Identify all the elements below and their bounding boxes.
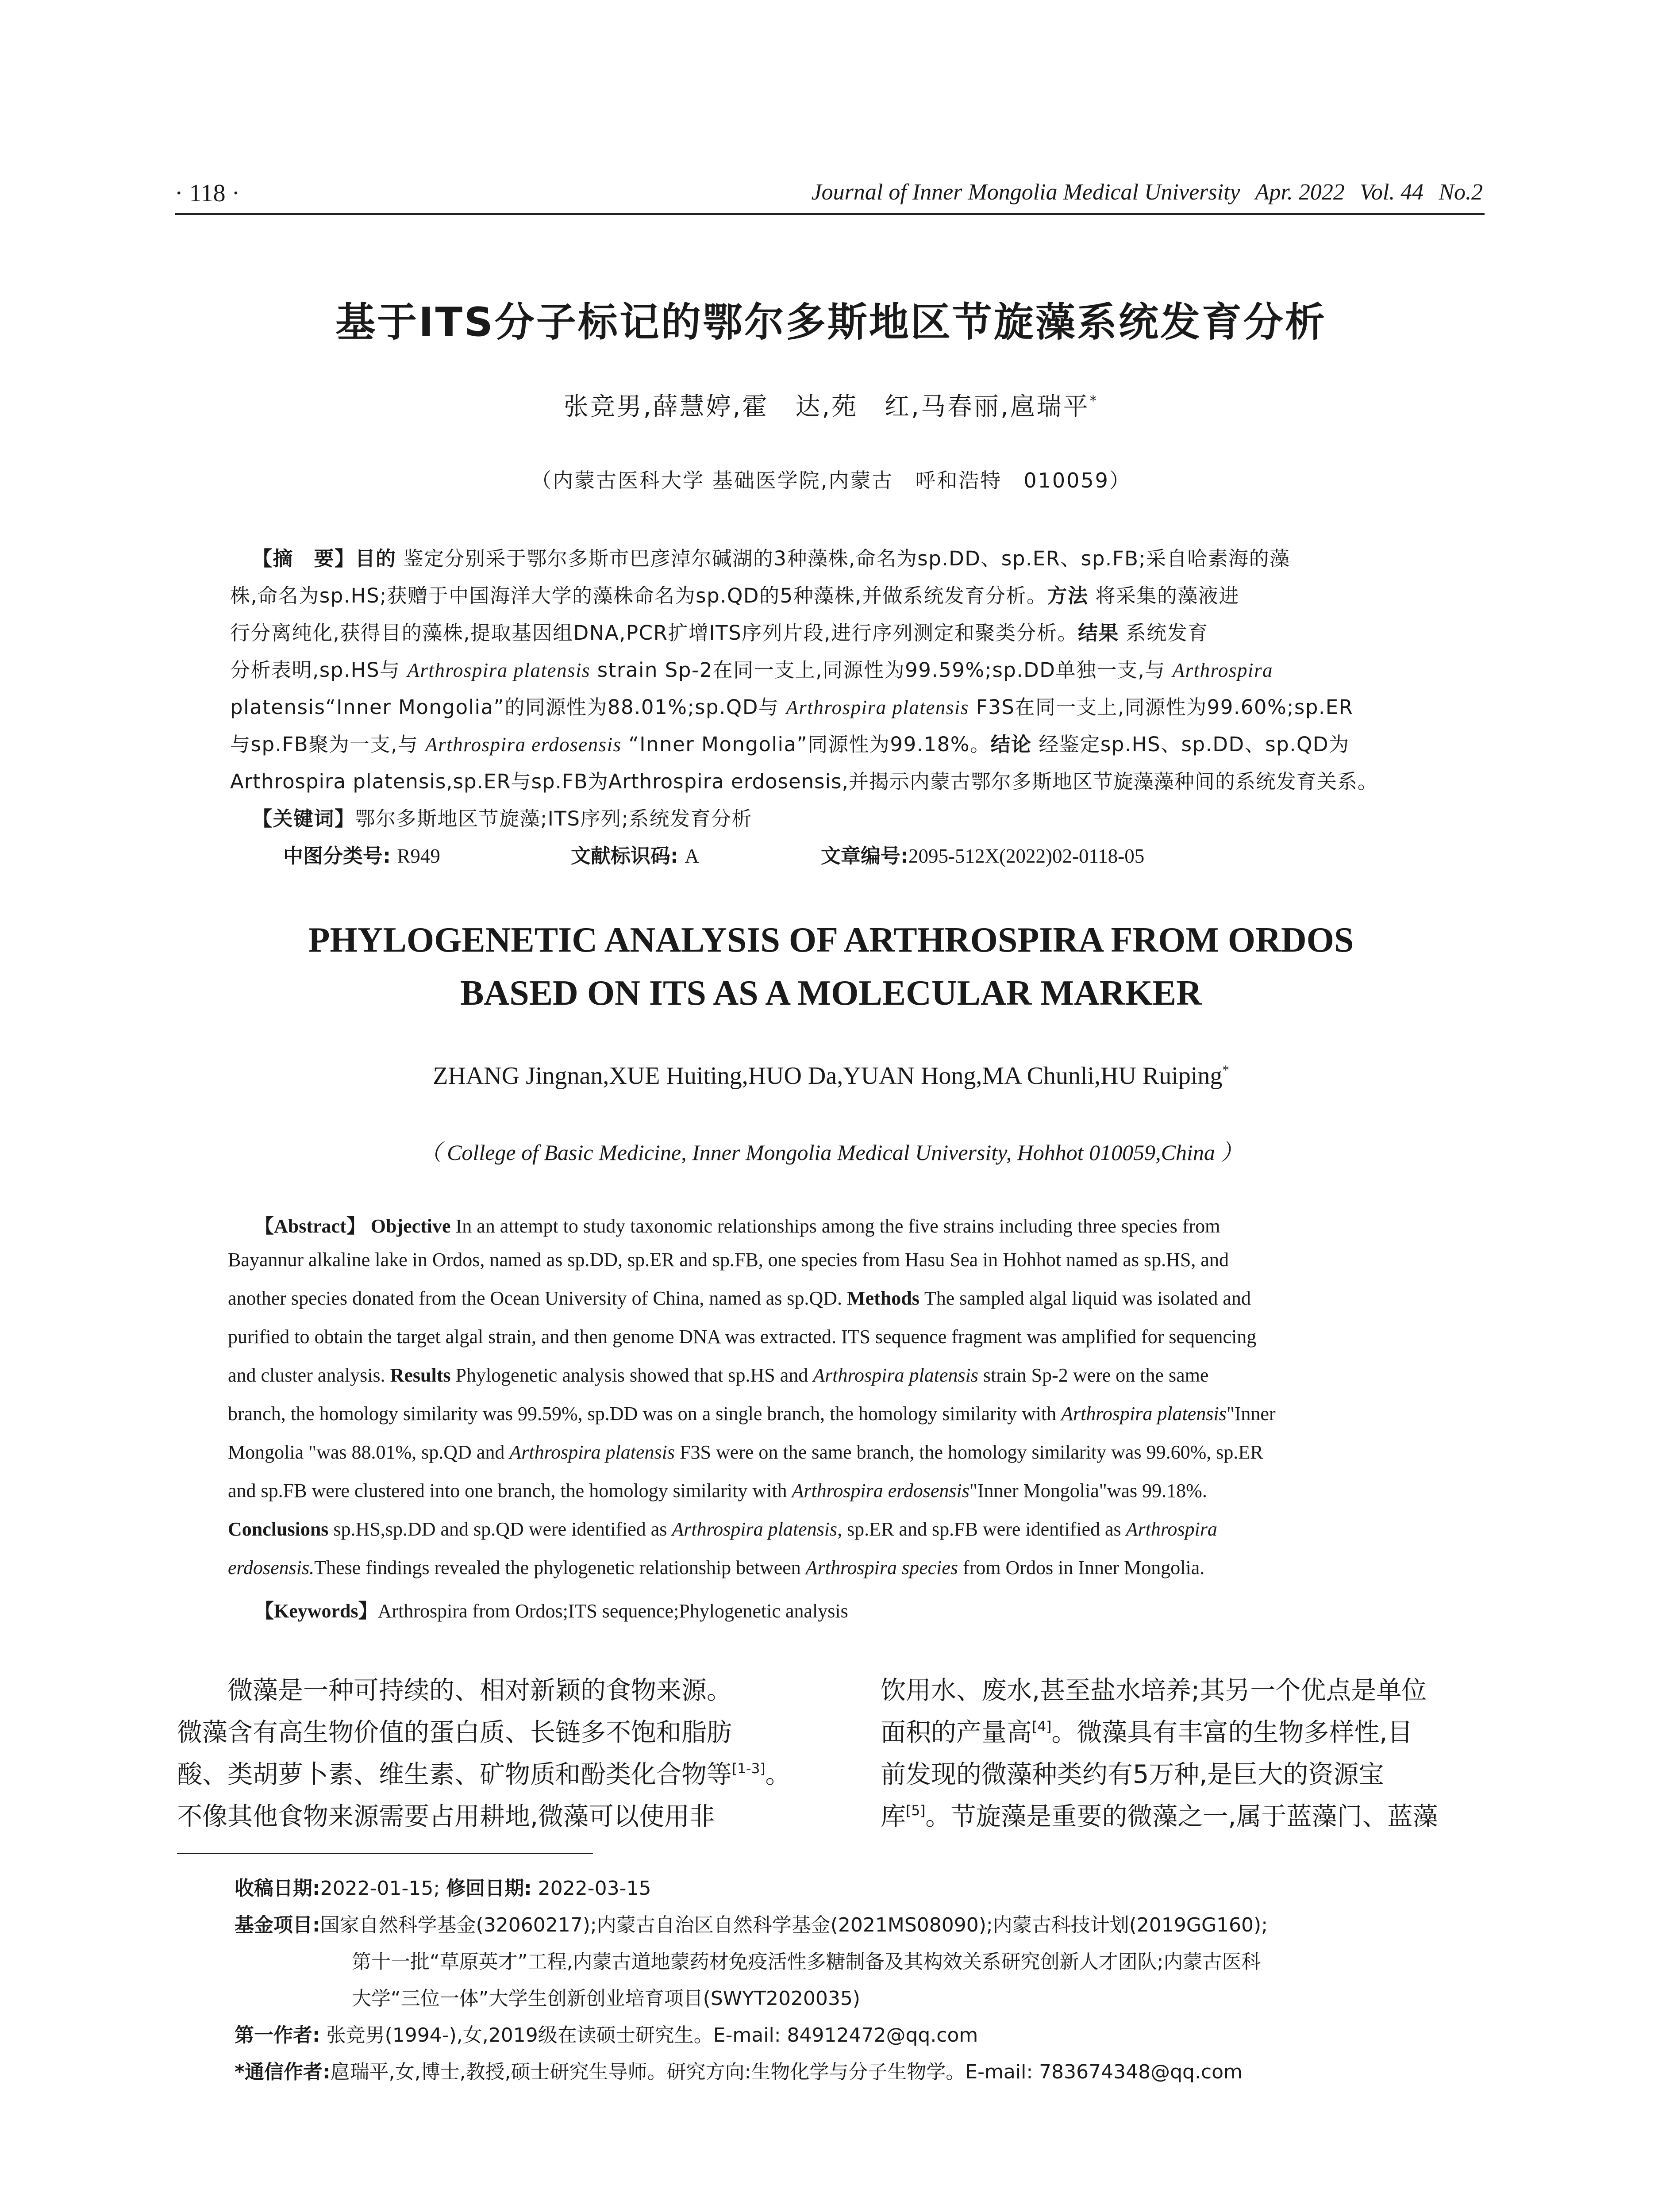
abstract-cn-text: 分析表明,sp.HS与 — [230, 658, 400, 682]
species-name: erdosensis. — [228, 1557, 315, 1578]
keywords-cn-text: 鄂尔多斯地区节旋藻;ITS序列;系统发育分析 — [355, 807, 753, 830]
article-number-value: 2095-512X(2022)02-0118-05 — [908, 845, 1145, 867]
page-number: · 118 · — [175, 180, 240, 207]
abstract-en-text: , sp.ER and sp.FB were identified as — [837, 1518, 1121, 1540]
abstract-cn-text: platensis“Inner Mongolia”的同源性为88.01%;sp.QD与 — [230, 695, 779, 719]
species-name: Arthrospira platensis — [1061, 1403, 1227, 1425]
abstract-en-line — [228, 1556, 1204, 1579]
abstract-cn-text: strain Sp-2在同一支上,同源性为99.59%;sp.DD单独一支,与 — [597, 658, 1166, 682]
results-label-cn: 结果 — [1077, 621, 1119, 645]
abstract-cn-text: 经鉴定sp.HS、sp.DD、sp.QD为 — [1039, 733, 1350, 756]
abstract-en-text: and sp.FB were clustered into one branch, the homology similarity with — [228, 1480, 787, 1502]
abstract-cn-line — [230, 765, 1378, 794]
abstract-en-text: strain Sp-2 were on the same — [983, 1364, 1209, 1386]
body-line — [881, 1712, 1413, 1748]
species-name: Arthrospira platensis — [672, 1518, 838, 1540]
body-line — [881, 1796, 1438, 1832]
keywords-cn — [252, 803, 752, 831]
authors-en — [0, 1062, 1662, 1090]
fund-line — [235, 1909, 1268, 1937]
abstract-cn-line — [230, 728, 1350, 757]
citation-ref: [1-3] — [732, 1761, 766, 1777]
abstract-en-label: 【Abstract】 — [254, 1215, 366, 1237]
abstract-en-text: F3S were on the same branch, the homology similarity was 99.60%, sp.ER — [680, 1441, 1263, 1463]
abstract-en-text: "Inner — [1226, 1403, 1276, 1425]
body-text: 面积的产量高 — [881, 1718, 1032, 1747]
abstract-cn-text: “Inner Mongolia”同源性为99.18%。 — [628, 733, 991, 756]
species-name: Arthrospira platensis — [509, 1441, 675, 1463]
species-name: Arthrospira platensis — [407, 659, 590, 681]
conclusion-label-cn: 结论 — [990, 733, 1032, 756]
species-name: Arthrospira platensis — [786, 696, 969, 718]
fund-line: 大学“三位一体”大学生创新创业培育项目(SWYT2020035) — [352, 1987, 861, 2010]
article-number-label: 文章编号: — [821, 844, 908, 868]
methods-label-en: Methods — [847, 1287, 919, 1309]
body-text: 。微藻具有丰富的生物多样性,目 — [1051, 1718, 1413, 1747]
affiliation-cn: （内蒙古医科大学 基础医学院,内蒙古 呼和浩特 010059） — [531, 469, 1131, 492]
species-name: Arthrospira platensis — [813, 1364, 978, 1386]
body-line: 微藻含有高生物价值的蛋白质、长链多不饱和脂肪 — [177, 1718, 732, 1747]
volume: Vol. 44 — [1359, 180, 1424, 205]
body-line: 微藻是一种可持续的、相对新颖的食物来源。 — [177, 1676, 732, 1705]
keywords-en — [254, 1595, 848, 1623]
body-line: 饮用水、废水,甚至盐水培养;其另一个优点是单位 — [881, 1676, 1427, 1705]
authors-cn — [0, 387, 1662, 422]
abstract-cn-text: 株,命名为sp.HS;获赠于中国海洋大学的藻株命名为sp.QD的5种藻株,并做系统发育分析。 — [230, 584, 1047, 607]
authors-cn-text: 张竞男,薛慧婷,霍 达,苑 红,马春丽,扈瑞平 — [563, 392, 1090, 421]
body-line — [177, 1754, 791, 1790]
objective-label-cn: 目的 — [355, 547, 396, 570]
clc-label: 中图分类号: — [283, 844, 391, 868]
classification-row — [571, 840, 699, 868]
abstract-en-text: Phylogenetic analysis showed that sp.HS and — [455, 1364, 808, 1386]
abstract-cn-line — [230, 617, 1208, 645]
clc-value: R949 — [397, 845, 440, 867]
abstract-en-line — [228, 1325, 1256, 1348]
fund-line: 第十一批“草原英才”工程,内蒙古道地蒙药材免疫活性多糖制备及其构效关系研究创新人才团队;内蒙古医科 — [352, 1951, 1261, 1973]
body-text: 库 — [881, 1802, 906, 1831]
abstract-en-line — [254, 1210, 1220, 1238]
body-line: 不像其他食物来源需要占用耕地,微藻可以使用非 — [177, 1802, 715, 1831]
revised-value: 2022-03-15 — [538, 1877, 651, 1900]
corresponding-author-label: *通信作者: — [235, 2061, 331, 2083]
abstract-en-text: sp.HS,sp.DD and sp.QD were identified as — [333, 1518, 667, 1540]
abstract-cn-text: F3S在同一支上,同源性为99.60%;sp.ER — [976, 695, 1354, 719]
fund-text: 国家自然科学基金(32060217);内蒙古自治区自然科学基金(2021MS08090);内蒙古科技计划(2019GG160); — [320, 1914, 1268, 1936]
corresponding-author-text: 扈瑞平,女,博士,教授,硕士研究生导师。研究方向:生物化学与分子生物学。E-mail: 783674348@qq.com — [330, 2061, 1243, 2083]
received-date — [235, 1872, 651, 1901]
body-text: 。节旋藻是重要的微藻之一,属于蓝藻门、蓝藻 — [925, 1802, 1438, 1831]
body-line: 前发现的微藻种类约有5万种,是巨大的资源宝 — [881, 1760, 1384, 1789]
classification-row — [821, 840, 1144, 868]
affiliation-en: （ College of Basic Medicine, Inner Mongolia Medical University, Hohhot 010059,China ） — [419, 1140, 1243, 1165]
abstract-en-line — [228, 1441, 1263, 1463]
abstract-cn-text: 与sp.FB聚为一支,与 — [230, 733, 419, 756]
abstract-en-text: These findings revealed the phylogenetic relationship between — [314, 1557, 801, 1578]
abstract-en-text: Bayannur alkaline lake in Ordos, named as sp.DD, sp.ER and sp.FB, one species from Hasu Sea in Hohhot named as sp.HS, and — [228, 1249, 1229, 1271]
corresponding-mark: * — [1222, 1062, 1229, 1078]
species-name: Arthrospira erdosensis — [425, 733, 622, 756]
citation-ref: [4] — [1032, 1719, 1052, 1735]
abstract-en-text: Mongolia "was 88.01%, sp.QD and — [228, 1441, 505, 1463]
abstract-en-line — [228, 1402, 1276, 1425]
abstract-en-text: "Inner Mongolia"was 99.18%. — [969, 1480, 1207, 1502]
species-name: Arthrospira erdosensis — [792, 1480, 970, 1502]
revised-label: 修回日期: — [446, 1877, 532, 1900]
abstract-cn-text: 将采集的藻液进 — [1095, 584, 1239, 607]
abstract-en-text: and cluster analysis. — [228, 1364, 385, 1386]
abstract-en-line — [228, 1287, 1251, 1310]
abstract-cn-text: 鉴定分别采于鄂尔多斯市巴彦淖尔碱湖的3种藻株,命名为sp.DD、sp.ER、sp.FB;采自哈素海的藻 — [403, 547, 1290, 570]
objective-label-en: Objective — [370, 1215, 451, 1237]
results-label-en: Results — [390, 1364, 451, 1386]
doc-code-value: A — [685, 845, 699, 867]
conclusions-label-en: Conclusions — [228, 1518, 329, 1540]
species-name: Arthrospira — [1172, 659, 1273, 681]
title-cn: 基于ITS分子标记的鄂尔多斯地区节旋藻系统发育分析 — [335, 299, 1327, 346]
abstract-en-line — [228, 1518, 1217, 1540]
abstract-cn-text: Arthrospira platensis,sp.ER与sp.FB为Arthrospira erdosensis,并揭示内蒙古鄂尔多斯地区节旋藻藻种间的系统发育关系。 — [230, 770, 1378, 793]
received-label: 收稿日期: — [235, 1877, 320, 1900]
abstract-cn-line — [230, 654, 1273, 683]
authors-en-text: ZHANG Jingnan,XUE Huiting,HUO Da,YUAN Hong,MA Chunli,HU Ruiping — [433, 1062, 1223, 1090]
abstract-cn-text: 行分离纯化,获得目的藻株,提取基因组DNA,PCR扩增ITS序列片段,进行序列测定和聚类分析。 — [230, 621, 1078, 645]
abstract-en-line — [228, 1479, 1207, 1502]
corresponding-author-note — [235, 2056, 1243, 2084]
abstract-en-line — [228, 1364, 1208, 1386]
methods-label-cn: 方法 — [1047, 584, 1089, 607]
issue-date: Apr. 2022 — [1255, 180, 1345, 205]
citation-ref: [5] — [906, 1803, 926, 1819]
abstract-en-text: purified to obtain the target algal strain, and then genome DNA was extracted. ITS sequence fragment was amplified for sequencing — [228, 1326, 1257, 1348]
first-author-note — [235, 2019, 978, 2047]
species-name: Arthrospira — [1126, 1518, 1217, 1540]
abstract-en-text: In an attempt to study taxonomic relationships among the five strains including three species from — [455, 1215, 1220, 1237]
abstract-cn-line — [230, 580, 1239, 608]
abstract-en-text: another species donated from the Ocean University of China, named as sp.QD. — [228, 1287, 843, 1309]
abstract-en-text: The sampled algal liquid was isolated and — [924, 1287, 1251, 1309]
doc-code-label: 文献标识码: — [571, 844, 678, 868]
fund-label: 基金项目: — [235, 1914, 320, 1936]
abstract-cn-line — [252, 542, 1290, 571]
received-value: 2022-01-15; — [320, 1877, 440, 1900]
species-name: Arthrospira species — [805, 1557, 958, 1578]
header-rule — [175, 213, 1485, 215]
abstract-cn-text: 系统发育 — [1126, 621, 1208, 645]
first-author-label: 第一作者: — [235, 2024, 320, 2047]
issue-number: No.2 — [1439, 180, 1483, 205]
body-text: 。 — [765, 1760, 791, 1789]
running-header — [812, 179, 1483, 205]
title-en-line: BASED ON ITS AS A MOLECULAR MARKER — [460, 974, 1202, 1013]
title-en-line: PHYLOGENETIC ANALYSIS OF ARTHROSPIRA FROM ORDOS — [308, 921, 1354, 960]
abstract-cn-label: 【摘 要】 — [252, 547, 355, 570]
keywords-en-text: Arthrospira from Ordos;ITS sequence;Phylogenetic analysis — [377, 1600, 848, 1622]
keywords-cn-label: 【关键词】 — [252, 807, 355, 830]
first-author-text: 张竞男(1994-),女,2019级在读硕士研究生。E-mail: 84912472@qq.com — [326, 2024, 978, 2047]
abstract-en-text: from Ordos in Inner Mongolia. — [963, 1557, 1205, 1578]
keywords-en-label: 【Keywords】 — [254, 1600, 378, 1622]
footnote-rule — [177, 1853, 593, 1854]
abstract-en-line — [228, 1248, 1229, 1271]
body-text: 酸、类胡萝卜素、维生素、矿物质和酚类化合物等 — [177, 1760, 732, 1789]
journal-name: Journal of Inner Mongolia Medical University — [811, 180, 1240, 205]
classification-row — [283, 840, 440, 868]
corresponding-mark: * — [1089, 393, 1099, 409]
abstract-cn-line — [230, 691, 1353, 720]
abstract-en-text: branch, the homology similarity was 99.59%, sp.DD was on a single branch, the homology similarity with — [228, 1403, 1057, 1425]
